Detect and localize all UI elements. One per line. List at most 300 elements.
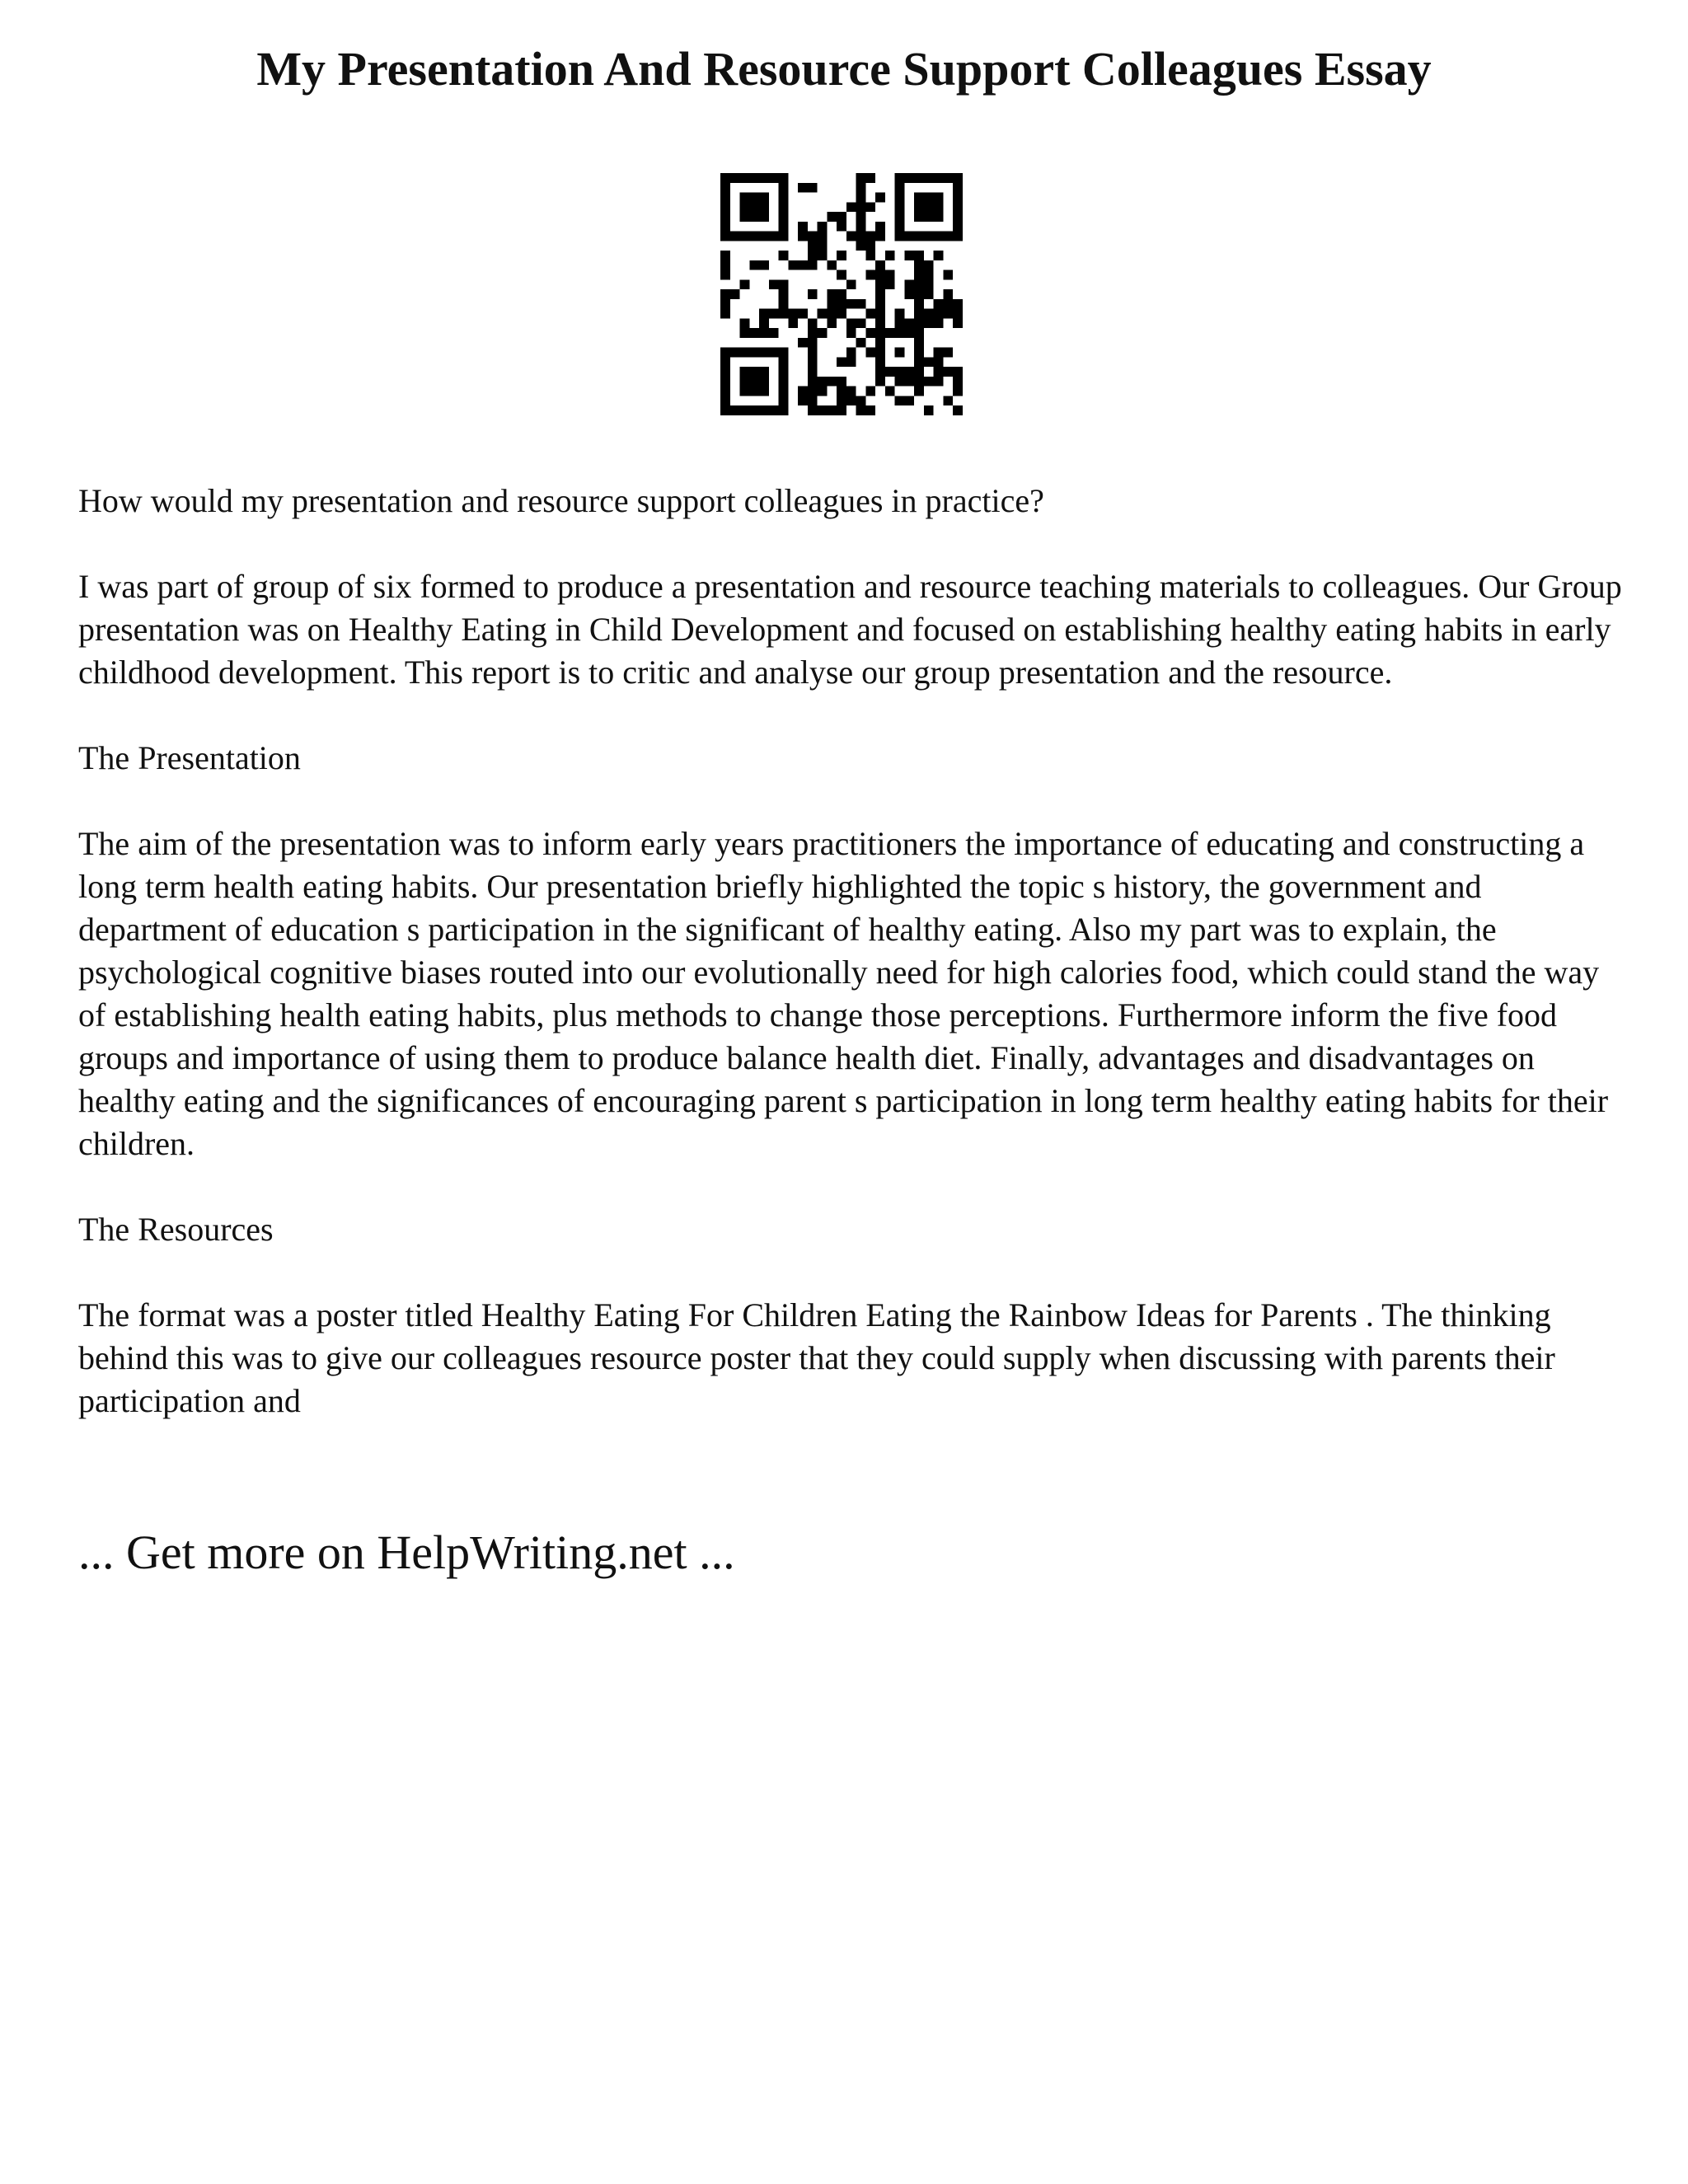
qr-module (875, 299, 885, 309)
qr-module (943, 396, 953, 405)
qr-module (953, 183, 963, 193)
qr-module (846, 396, 856, 405)
qr-module (934, 232, 944, 241)
qr-module (953, 222, 963, 232)
qr-module (808, 318, 818, 328)
qr-module (895, 193, 905, 203)
qr-module (720, 348, 730, 358)
qr-module (943, 270, 953, 280)
qr-module (875, 279, 885, 289)
qr-module (837, 377, 846, 387)
qr-module (759, 260, 769, 270)
qr-module (865, 241, 875, 251)
qr-module (749, 377, 759, 387)
get-more-link[interactable]: ... Get more on HelpWriting.net ... (78, 1526, 735, 1579)
qr-code-icon (720, 173, 963, 415)
qr-module (769, 173, 779, 183)
qr-module (934, 357, 944, 367)
qr-module (749, 387, 759, 396)
presentation-paragraph: The aim of the presentation was to inform early years practitioners the importance of educating and constructing a long term health eating habits. Our presentation briefly highlighted the topic s history, the government and department of education s participation in the significant of healthy eating. Also my part was to explain, the psychological cognitive biases routed into our evolutionally need for high calories food, which could stand the way of establishing health eating habits, plus methods to change those perceptions. Furthermore inform the five food groups and importance of using them to produce balance health diet. Finally, advantages and disadvantages on healthy eating and the significances of encouraging parent s participation in long term healthy eating habits for their children. (78, 825, 1609, 1162)
qr-module (720, 377, 730, 387)
resources-paragraph: The format was a poster titled Healthy Eating For Children Eating the Rainbow Ideas for Parents . The thinking behind this was to give our colleagues resource poster that they could supply when discussing with parents their participation and (78, 1296, 1555, 1419)
qr-module (720, 202, 730, 212)
qr-module (769, 309, 779, 319)
qr-module (740, 193, 750, 203)
qr-module (856, 396, 866, 405)
qr-module (885, 270, 895, 280)
qr-module (885, 251, 895, 260)
qr-module (953, 387, 963, 396)
qr-module (875, 193, 885, 203)
qr-module (885, 279, 895, 289)
qr-module (856, 212, 866, 222)
qr-module (914, 357, 924, 367)
qr-module (914, 251, 924, 260)
qr-module (730, 348, 740, 358)
qr-module (837, 396, 846, 405)
qr-module (914, 377, 924, 387)
qr-module (818, 251, 828, 260)
qr-module (808, 387, 818, 396)
qr-module (827, 212, 837, 222)
intro-question: How would my presentation and resource support colleagues in practice? (78, 482, 1044, 519)
qr-module (924, 377, 934, 387)
qr-module (720, 193, 730, 203)
qr-module (740, 202, 750, 212)
qr-module (895, 212, 905, 222)
qr-module (720, 173, 730, 183)
qr-module (924, 289, 934, 299)
qr-module (865, 348, 875, 358)
qr-module (779, 251, 789, 260)
qr-module (749, 260, 759, 270)
qr-module (895, 377, 905, 387)
qr-module (914, 309, 924, 319)
qr-module (730, 405, 740, 415)
qr-module (818, 222, 828, 232)
qr-module (904, 251, 914, 260)
qr-module (759, 193, 769, 203)
qr-module (818, 377, 828, 387)
qr-module (924, 270, 934, 280)
qr-module (846, 279, 856, 289)
qr-module (875, 270, 885, 280)
qr-module (904, 289, 914, 299)
qr-module (846, 328, 856, 338)
qr-module (759, 309, 769, 319)
qr-module (740, 348, 750, 358)
qr-module (846, 318, 856, 328)
qr-module (818, 241, 828, 251)
qr-module (827, 377, 837, 387)
qr-module (779, 396, 789, 405)
qr-module (856, 338, 866, 348)
qr-module (837, 251, 846, 260)
qr-module (846, 299, 856, 309)
qr-module (895, 309, 905, 319)
qr-module (759, 202, 769, 212)
qr-module (875, 260, 885, 270)
qr-module (779, 348, 789, 358)
qr-module (808, 260, 818, 270)
qr-module (788, 309, 798, 319)
qr-module (779, 232, 789, 241)
qr-module (837, 387, 846, 396)
qr-module (779, 279, 789, 289)
qr-module (769, 348, 779, 358)
qr-module (798, 260, 808, 270)
qr-module (943, 289, 953, 299)
qr-module (759, 328, 769, 338)
qr-module (837, 309, 846, 319)
qr-module (856, 318, 866, 328)
qr-module (808, 348, 818, 358)
qr-module (856, 202, 866, 212)
qr-module (749, 193, 759, 203)
qr-module (846, 348, 856, 358)
qr-module (769, 232, 779, 241)
qr-module (720, 387, 730, 396)
qr-module (914, 387, 924, 396)
qr-module (934, 367, 944, 377)
qr-module (759, 405, 769, 415)
qr-module (740, 328, 750, 338)
qr-module (924, 260, 934, 270)
qr-module (720, 357, 730, 367)
qr-module (895, 318, 905, 328)
qr-module (914, 299, 924, 309)
qr-module (875, 328, 885, 338)
qr-module (914, 367, 924, 377)
qr-module (885, 387, 895, 396)
qr-module (895, 202, 905, 212)
qr-module (953, 232, 963, 241)
qr-module (846, 357, 856, 367)
qr-module (934, 299, 944, 309)
qr-module (953, 318, 963, 328)
qr-module (943, 232, 953, 241)
qr-module (875, 222, 885, 232)
qr-module (914, 212, 924, 222)
qr-module (779, 377, 789, 387)
qr-module (924, 193, 934, 203)
qr-module (865, 309, 875, 319)
qr-module (895, 367, 905, 377)
qr-module (914, 202, 924, 212)
qr-module (865, 405, 875, 415)
qr-module (759, 387, 769, 396)
qr-module (808, 241, 818, 251)
qr-module (808, 289, 818, 299)
qr-module (865, 251, 875, 260)
qr-module (779, 357, 789, 367)
qr-module (720, 251, 730, 260)
qr-module (953, 202, 963, 212)
qr-module (818, 387, 828, 396)
qr-module (779, 212, 789, 222)
qr-module (808, 396, 818, 405)
qr-module (798, 222, 808, 232)
qr-module (818, 232, 828, 241)
qr-module (904, 318, 914, 328)
qr-module (914, 193, 924, 203)
qr-module (875, 289, 885, 299)
qr-module (808, 367, 818, 377)
qr-module (779, 405, 789, 415)
qr-module (934, 348, 944, 358)
qr-module (953, 377, 963, 387)
essay-body (78, 480, 1628, 1465)
qr-module (924, 405, 934, 415)
qr-module (943, 309, 953, 319)
qr-module (779, 387, 789, 396)
qr-module (953, 193, 963, 203)
qr-module (895, 348, 905, 358)
qr-module (914, 318, 924, 328)
intro-paragraph: I was part of group of six formed to produce a presentation and resource teaching materials to colleagues. Our Group presentation was on Healthy Eating in Child Development and focused on establishing healthy eating habits in early childhood development. This report is to critic and analyse our group presentation and the resource. (78, 568, 1622, 691)
qr-module (808, 357, 818, 367)
qr-module (924, 173, 934, 183)
qr-module (885, 328, 895, 338)
qr-module (865, 328, 875, 338)
qr-module (779, 222, 789, 232)
qr-module (798, 396, 808, 405)
section-heading-presentation: The Presentation (78, 739, 301, 776)
qr-module (837, 405, 846, 415)
qr-module (895, 183, 905, 193)
qr-module (740, 367, 750, 377)
qr-module (934, 251, 944, 260)
qr-module (875, 338, 885, 348)
qr-module (779, 173, 789, 183)
qr-module (924, 202, 934, 212)
qr-module (788, 260, 798, 270)
qr-module (924, 309, 934, 319)
qr-module (953, 405, 963, 415)
qr-module (865, 270, 875, 280)
qr-module (720, 299, 730, 309)
qr-module (934, 193, 944, 203)
qr-module (914, 173, 924, 183)
qr-module (720, 270, 730, 280)
qr-module (798, 183, 808, 193)
qr-module (875, 318, 885, 328)
qr-module (837, 222, 846, 232)
qr-module (749, 212, 759, 222)
qr-module (865, 202, 875, 212)
qr-module (856, 405, 866, 415)
qr-module (720, 222, 730, 232)
qr-module (924, 279, 934, 289)
qr-module (818, 309, 828, 319)
qr-module (904, 279, 914, 289)
qr-module (779, 299, 789, 309)
qr-module (846, 232, 856, 241)
qr-module (953, 212, 963, 222)
qr-module (749, 348, 759, 358)
qr-module (904, 377, 914, 387)
qr-module (865, 232, 875, 241)
qr-module (818, 405, 828, 415)
qr-module (837, 299, 846, 309)
qr-module (856, 222, 866, 232)
qr-module (875, 367, 885, 377)
qr-module (856, 183, 866, 193)
qr-module (827, 405, 837, 415)
qr-module (827, 318, 837, 328)
qr-module (720, 260, 730, 270)
qr-module (808, 405, 818, 415)
qr-module (808, 183, 818, 193)
qr-module (895, 232, 905, 241)
qr-module (827, 309, 837, 319)
qr-module (759, 318, 769, 328)
qr-module (779, 183, 789, 193)
qr-module (904, 328, 914, 338)
qr-module (875, 348, 885, 358)
qr-module (914, 232, 924, 241)
qr-module (720, 232, 730, 241)
qr-module (934, 202, 944, 212)
qr-module (924, 212, 934, 222)
qr-module (865, 173, 875, 183)
qr-module (875, 357, 885, 367)
qr-module (798, 309, 808, 319)
qr-module (875, 309, 885, 319)
qr-module (924, 318, 934, 328)
qr-module (749, 367, 759, 377)
qr-module (749, 173, 759, 183)
qr-module (808, 232, 818, 241)
qr-module (808, 328, 818, 338)
qr-module (769, 279, 779, 289)
qr-module (943, 173, 953, 183)
qr-module (798, 387, 808, 396)
qr-module (837, 270, 846, 280)
qr-module (904, 232, 914, 241)
qr-module (934, 173, 944, 183)
qr-module (788, 318, 798, 328)
qr-module (749, 232, 759, 241)
qr-module (779, 202, 789, 212)
qr-module (740, 173, 750, 183)
qr-module (730, 289, 740, 299)
qr-module (749, 405, 759, 415)
qr-module (837, 212, 846, 222)
qr-module (914, 279, 924, 289)
qr-module (865, 387, 875, 396)
qr-module (720, 396, 730, 405)
qr-module (914, 338, 924, 348)
qr-module (895, 396, 905, 405)
qr-module (759, 367, 769, 377)
qr-module (759, 348, 769, 358)
qr-module (749, 202, 759, 212)
qr-module (856, 299, 866, 309)
qr-module (914, 270, 924, 280)
qr-module (808, 338, 818, 348)
qr-module (837, 289, 846, 299)
qr-module (934, 377, 944, 387)
qr-module (934, 212, 944, 222)
qr-module (934, 318, 944, 328)
qr-module (740, 377, 750, 387)
qr-module (943, 299, 953, 309)
qr-module (808, 377, 818, 387)
document-title: My Presentation And Resource Support Colleagues Essay (256, 42, 1432, 96)
qr-module (759, 377, 769, 387)
qr-module (875, 232, 885, 241)
qr-module (875, 377, 885, 387)
qr-module (779, 289, 789, 299)
qr-module (720, 405, 730, 415)
qr-module (749, 328, 759, 338)
qr-module (846, 202, 856, 212)
qr-module (808, 251, 818, 260)
qr-module (740, 279, 750, 289)
qr-module (779, 309, 789, 319)
qr-code (720, 173, 963, 415)
qr-module (779, 367, 789, 377)
qr-module (914, 328, 924, 338)
qr-module (798, 232, 808, 241)
qr-module (818, 328, 828, 338)
qr-module (953, 367, 963, 377)
qr-module (827, 289, 837, 299)
qr-module (914, 260, 924, 270)
qr-module (720, 212, 730, 222)
qr-module (914, 348, 924, 358)
qr-module (740, 405, 750, 415)
qr-module (720, 309, 730, 319)
qr-module (827, 260, 837, 270)
qr-module (924, 232, 934, 241)
qr-module (846, 387, 856, 396)
qr-module (953, 173, 963, 183)
qr-module (740, 212, 750, 222)
qr-module (904, 173, 914, 183)
qr-module (827, 299, 837, 309)
qr-module (759, 212, 769, 222)
qr-module (769, 328, 779, 338)
qr-module (779, 193, 789, 203)
qr-module (904, 367, 914, 377)
qr-module (953, 309, 963, 319)
qr-module (740, 318, 750, 328)
qr-module (730, 173, 740, 183)
qr-module (856, 173, 866, 183)
qr-module (904, 396, 914, 405)
qr-module (895, 222, 905, 232)
qr-module (798, 338, 808, 348)
qr-module (720, 289, 730, 299)
qr-module (943, 348, 953, 358)
qr-module (856, 232, 866, 241)
qr-module (730, 232, 740, 241)
qr-module (720, 367, 730, 377)
qr-module (769, 405, 779, 415)
qr-module (720, 183, 730, 193)
qr-module (885, 367, 895, 377)
qr-module (914, 289, 924, 299)
qr-module (953, 299, 963, 309)
qr-module (924, 357, 934, 367)
qr-module (740, 387, 750, 396)
qr-module (856, 241, 866, 251)
qr-module (934, 309, 944, 319)
qr-module (837, 357, 846, 367)
section-heading-resources: The Resources (78, 1211, 274, 1248)
